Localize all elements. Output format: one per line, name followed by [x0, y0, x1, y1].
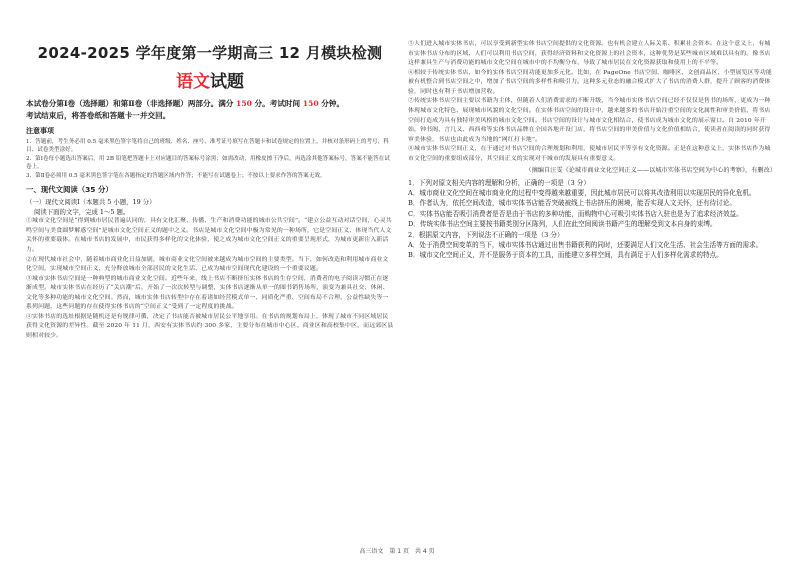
- question-option: D．传统实体书店空间主要按书籍类别分区陈列，人们在此空间阅读书籍产生的理解受到文本自身的束缚。: [408, 220, 717, 229]
- subject-title: [26, 67, 394, 92]
- paragraph: ⑥相较于传统实体书店，如今的实体书店空间功能更加多元化。比如，在 PageOne 书店空间，咖啡区、文创商品区、小型展览区等功能被有机整合到书店空间之中，增加了书店空间的多样性和吸引力。这种多元业态的融合模式扩大了书店的消费人群，提升了顾客的消费体验，同时也有利于书店增加营收。: [408, 69, 772, 95]
- subsection-title: （一）现代文阅读Ⅰ（本题共 5 小题，19 分）: [26, 198, 156, 207]
- question-option: C．实体书店能否吸引消费者是否是由于书店的多种功能，而购物中心可吸引实体书店入驻也是为了追求经济效益。: [408, 209, 743, 218]
- intro-text-b: 分。考试时间: [251, 99, 303, 108]
- paragraph: ②在现代城市社会中，随着城市商业化日益加剧，城市商业文化空间被来越成为城市空间的主要类型。当下，如何改造和利用城市商业文化空间，实现城市空间正义，充分释放城市全部居民的文化生活、已成为城市空间现代化建设的一个重要议题。: [26, 256, 389, 273]
- left-column: [26, 42, 394, 342]
- paragraph: ③城市实体书店空间是一种典型的城市商业文化空间。近些年来，线上书店不断挤压实体书店的生存空间，消费者的电子阅读习惯正在逐渐成型。城市实体书店在经历了“关店潮”后，开始了一次次转型与调整，实体书店逐渐从单一的图书销售场所，演变为兼具社交、休闲、文化等多种功能的城市文化空间。然而，城市实体书店转型中存在着诸如经营模式单一、同质化严重、空间布局不合理、公益性缺失等一系列问题，这些问题的存在使得实体书店的“空间正义”受到了一定程度的挑战。: [26, 275, 389, 311]
- question-option: A．处于消费空间变革的当下，城市实体书店通过出售书籍获利的同时，还要满足人们文化生活、社会生活等方面的需求。: [408, 241, 763, 250]
- score-value: 150: [236, 99, 252, 108]
- exam-title: 2024-2025 学年度第一学期高三 12 月模块检测: [37, 44, 383, 62]
- note-item: 2．第Ⅰ卷每小题选出答案后，用 2B 铅笔把答题卡上对应题目的答案标号涂黑；如需改动，用橡皮擦干净后，再选涂其他答案标号，答案不能答在试卷上。: [26, 155, 390, 170]
- exam-intro: [26, 98, 394, 110]
- notes-heading: 注意事项: [26, 126, 54, 135]
- section-title: 一、现代文阅读（35 分）: [26, 185, 113, 195]
- note-item: 1．答题前，考生务必用 0.5 毫米黑色签字笔将自己的班级、姓名、座号、准考证号填写在答题卡和试卷规定的位置上，并核对条形码上的考号、科目、试卷类型涂好。: [26, 138, 389, 153]
- question-stem: 2．根据原文内容，下列说法不正确的一项是（3 分）: [408, 230, 564, 239]
- intro-text-a: 本试卷分第Ⅰ卷（选择题）和第Ⅱ卷（非选择题）两部分。满分: [26, 99, 237, 108]
- question-stem: 1．下列对原文相关内容的理解和分析，正确的一项是（3 分）: [408, 178, 590, 187]
- intro-text-c: 分钟。: [318, 99, 345, 108]
- question-option: B．城市文化空间正义，并不是服务于资本的工具，而能建立多样空间，具有满足于人们多样化需求的特点。: [408, 251, 723, 260]
- paragraph: ⑤人们进入城市实体书店，可以享受到新型实体书店空间提供的文化资源。也有机会建立人际关系、积累社会资本。在这个意义上，有城市实体书店分布的区域，人们可以利用书店空间，获得经济资料和文化资源上的社会资本，这种优势是某些城市区域难以具有的。像书店这样兼具生产与消费功能的城市文化空间在城市中的不均衡分布，导致了城市居民在文化资源获取和使用上的不平等。: [408, 41, 771, 67]
- page-footer: 高三语文 第 1 页 共 4 页: [359, 548, 435, 555]
- source-citation: （摘编自汪雯《论城市商业文化空间正义——以城市实体书店空间为中心的考察》，有删改）: [525, 167, 776, 175]
- time-value: 150: [302, 99, 319, 108]
- paragraph: ①城市文化空间是“得到城市居民普遍认同的，具有文化汇聚、传播、生产和消费功能的城市公共空间”。“建立公益互动对话空间，心灵共鸣空间与美食圆梦解惑空间”是城市文化空间正义的题中之义。书店是城市文化空间中极为常见的一种场所，它是空间正义、体现当代人文关怀的重要载体。在城市书店的发展中，市民获得多样化的文化体验，使之成为城市文化空间正义的重要呈现形式，为城市更新注入新活力。: [26, 218, 392, 253]
- subject-suffix: 试题: [210, 72, 244, 92]
- question-option: A．城市商业文化空间在城市商业化的过程中变得越来越重要，因此城市居民可以将其改造利用以实现居民的异化危机。: [408, 189, 756, 198]
- paragraph: ⑧城市实体书店空间正义，在于通过对书店空间的合理规划和利用，使城市居民平等享有文化资源。正是在这种意义上，实体书店作为城市文化空间的重要组成部分，其空间正义的实现对于城市的发展具有重要意义。: [408, 146, 771, 162]
- note-item: 3．第Ⅱ卷必须用 0.5 毫米黑色签字笔在各题指定的答题区域内作答；不能写在试题卷上；不按以上要求作答的答案无效。: [26, 172, 326, 179]
- question-option: B．作者认为，依托空间改造，城市实体书店能否突破被线上书店挤压的困境，能否实现人文关怀，还有待讨论。: [408, 199, 736, 208]
- paragraph: ⑦传统实体书店空间主要以书籍为主体，但随着人们消费需求的不断升级，当今城市实体书店空间已经不仅仅是售书的场所，更成为一种体现城市文化特色、展现城市风貌的文化空间。在实体书店空间的设计中，越来越多的书店开始注重空间的文化属性和审美价值，将书店空间打造成为具有独特审美风格的城市文化空间。书店空间的设计与城市文化相结合，使书店成为城市文化的展示窗口。自 2010 年开始，钟书阁、言几又、西西弗等实体书店品牌在全国各地开设门店，将书店空间的审美价值与文化价值相结合，使读者在阅读的同时获得审美体验，书店也由此成为当地的“网红打卡地”。: [408, 98, 771, 143]
- right-column: [408, 40, 776, 261]
- subject-prefix: 语文: [176, 72, 210, 92]
- exam-intro-line2: 考试结束后，将答卷纸和答题卡一并交回。: [26, 110, 171, 120]
- paragraph: ④实体书店的选址根据是随机还是有规律可循，决定了书店能否被城市居民公平地享用。在书店的规划布局上，体现了城市不同区域居民获得文化资源的差异性。截至 2020 年 11 月，西安有实体书店约 300 多家，主要分布在城市中心区、商业区和高校集中区，而远郊区县则相对较少。: [26, 313, 394, 340]
- section-instruction: 阅读下面的文字，完成 1～5 题。: [34, 208, 130, 217]
